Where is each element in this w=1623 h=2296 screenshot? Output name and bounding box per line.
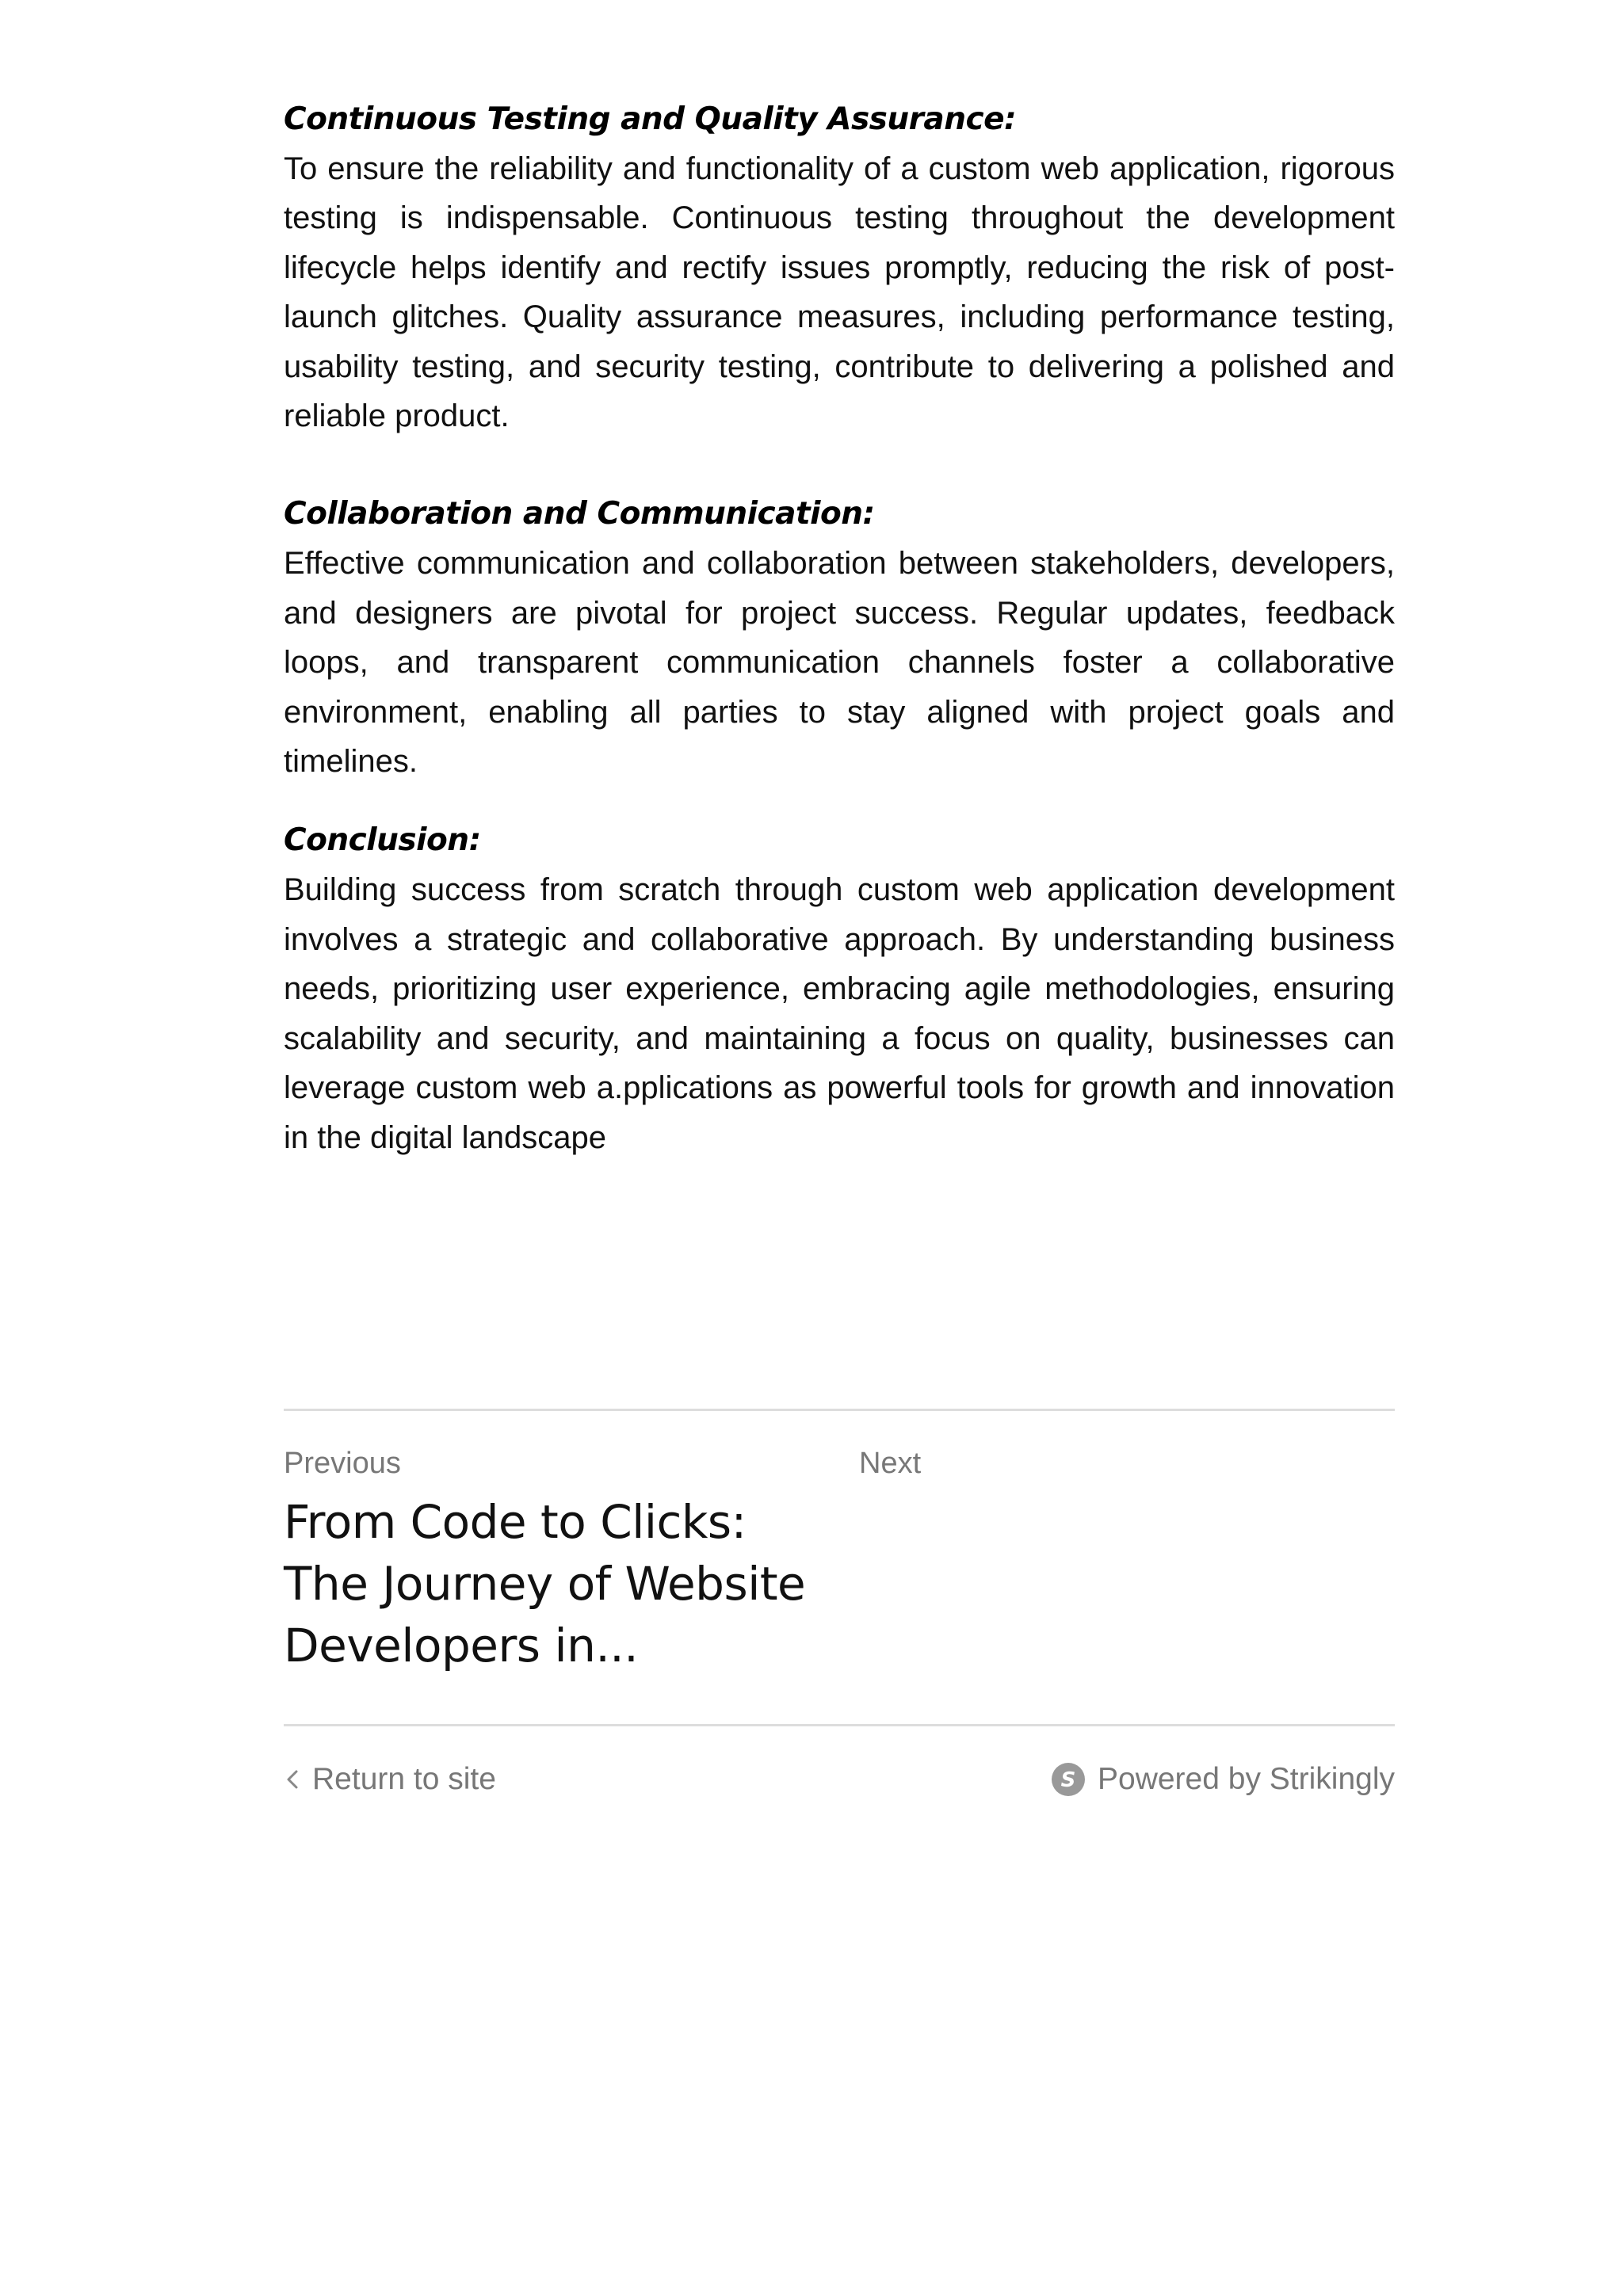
article-section bbox=[284, 95, 1395, 441]
previous-label: Previous bbox=[284, 1447, 401, 1480]
section-paragraph: Effective communication and collaboration between stakeholders, developers, and designers are pivotal for project success. Regular updates, feedback loops, and transparent communication channels foster a collaborative environment, enabling all parties to stay aligned with project goals and timelines. bbox=[284, 546, 1395, 780]
article-section bbox=[284, 816, 1395, 1161]
next-label[interactable]: Next bbox=[859, 1447, 922, 1480]
article-section bbox=[284, 490, 1395, 786]
next-post-link[interactable] bbox=[859, 1444, 1395, 1483]
nav-divider-top bbox=[284, 1409, 1395, 1411]
section-heading: Conclusion: bbox=[284, 822, 481, 859]
return-to-site-label: Return to site bbox=[312, 1762, 496, 1796]
previous-post-link[interactable] bbox=[284, 1444, 838, 1676]
article-content bbox=[284, 95, 1395, 1162]
return-to-site-link[interactable] bbox=[284, 1757, 496, 1802]
strikingly-logo-icon bbox=[1052, 1763, 1085, 1796]
svg-text:S: S bbox=[1060, 1768, 1076, 1792]
powered-by-label: Powered by Strikingly bbox=[1098, 1762, 1395, 1796]
section-heading: Collaboration and Communication: bbox=[284, 496, 875, 532]
section-paragraph: To ensure the reliability and functionality of a custom web application, rigorous testing is indispensable. Continuous testing throughout the development lifecycle helps identify and rectify issues promptly, reducing the risk of post-launch glitches. Quality assurance measures, including performance testing, usability testing, and security testing, contribute to delivering a polished and reliable product. bbox=[284, 151, 1395, 434]
chevron-left-icon bbox=[284, 1764, 301, 1795]
nav-divider-bottom bbox=[284, 1724, 1395, 1726]
section-heading: Continuous Testing and Quality Assurance: bbox=[284, 101, 1017, 137]
previous-post-title[interactable]: From Code to Clicks: The Journey of Website Developers in... bbox=[284, 1495, 806, 1672]
section-paragraph: Building success from scratch through custom web application development involves a strategic and collaborative approach. By understanding business needs, prioritizing user experience, embracing agile methodologies, ensuring scalability and security, and maintaining a focus on quality, businesses can leverage custom web a.pplications as powerful tools for growth and innovation in the digital landscape bbox=[284, 872, 1395, 1155]
powered-by-strikingly-link[interactable] bbox=[1052, 1757, 1395, 1802]
footer bbox=[284, 1757, 1395, 1802]
